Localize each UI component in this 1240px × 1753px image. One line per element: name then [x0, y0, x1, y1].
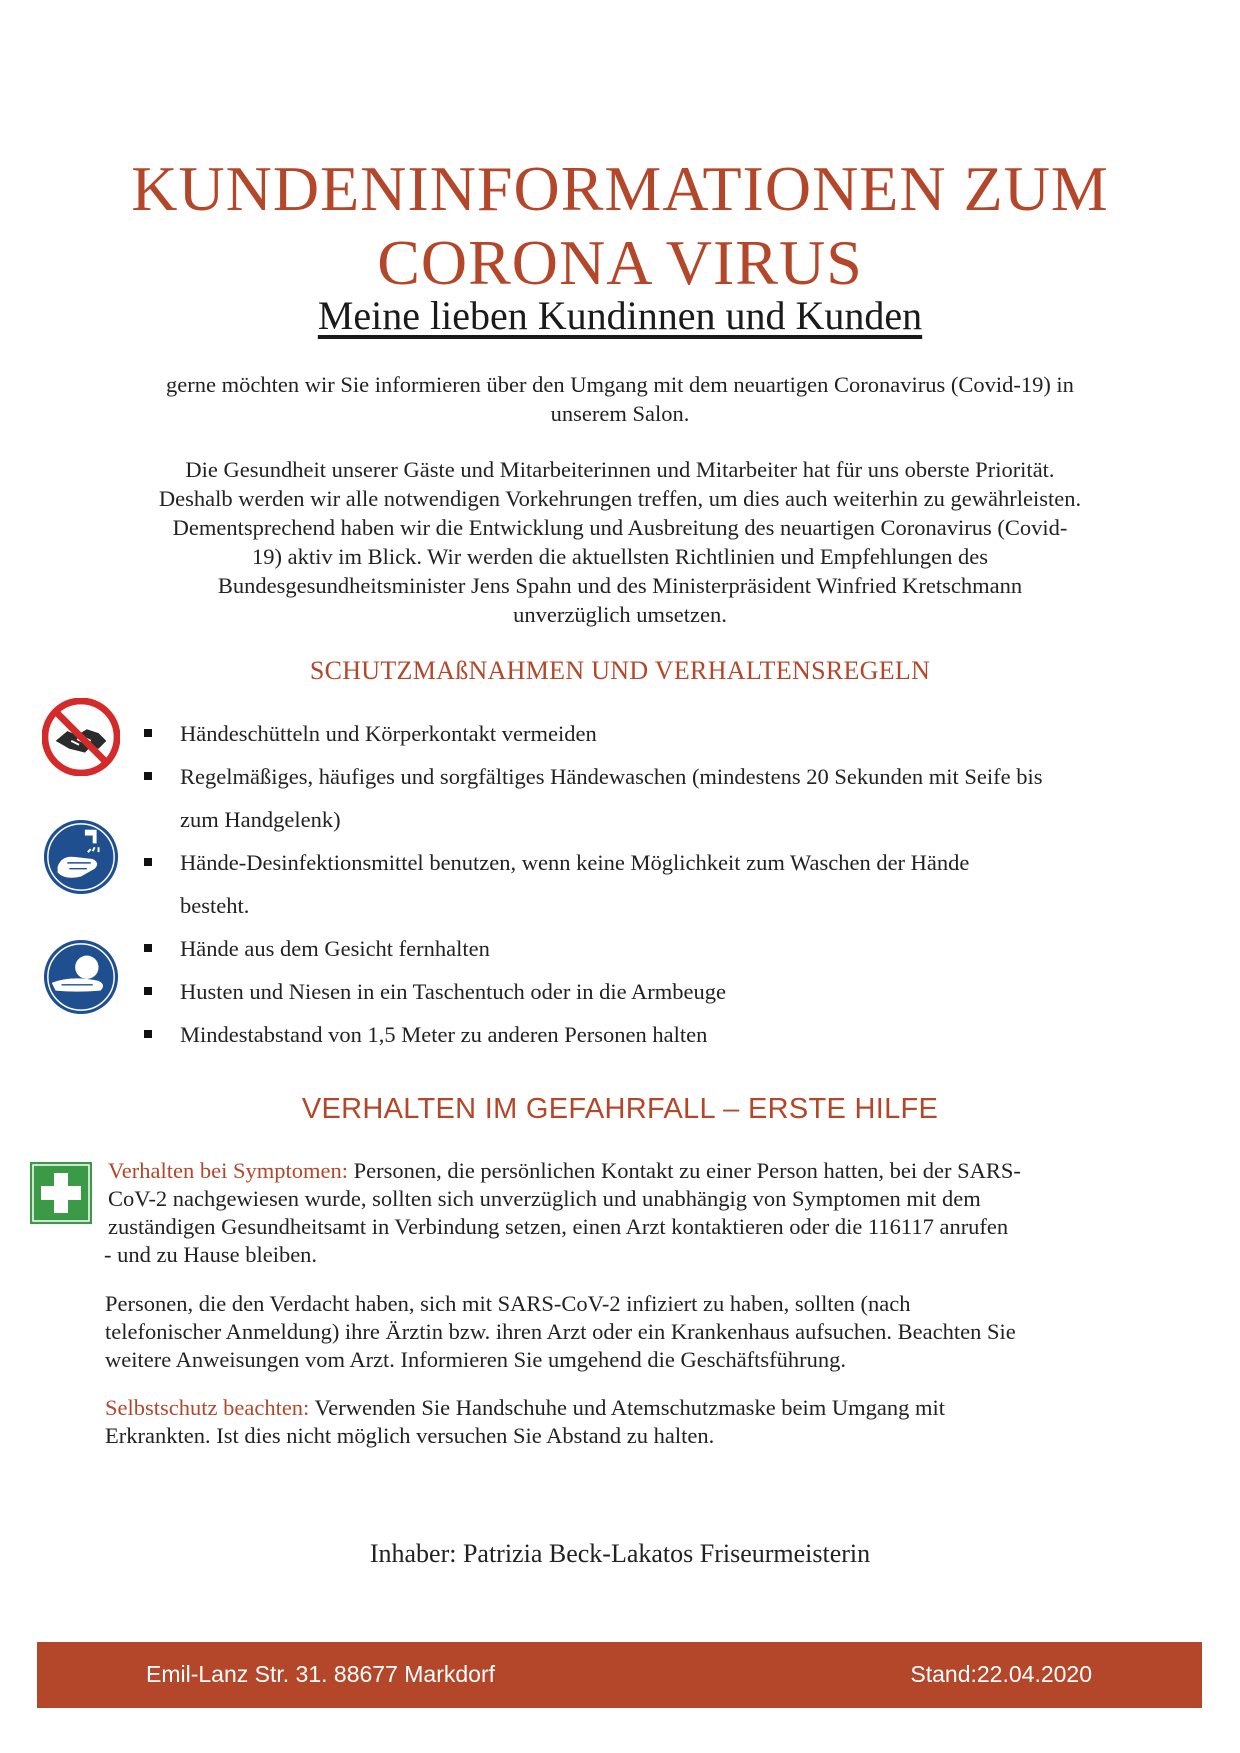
title-line-2: CORONA VIRUS [377, 227, 863, 298]
symptoms-lead: Verhalten bei Symptomen: [108, 1158, 348, 1183]
self-protection-lead: Selbstschutz beachten: [105, 1395, 310, 1420]
list-item-continuation: besteht. [180, 893, 250, 918]
footer-address: Emil-Lanz Str. 31. 88677 Markdorf [146, 1661, 495, 1687]
list-item: Mindestabstand von 1,5 Meter zu anderen Personen halten [140, 1013, 1140, 1056]
protection-rules-list [140, 712, 1140, 1056]
title-line-1: KUNDENINFORMATIONEN ZUM [131, 153, 1109, 224]
suspicion-paragraph: Personen, die den Verdacht haben, sich mit SARS-CoV-2 infiziert zu haben, sollten (nach telefonischer Anmeldung) ihre Ärztin bzw. ihren Arzt oder ein Krankenhaus aufsuchen. Beachten Sie weitere Anweisungen vom Arzt. Informieren Sie umgehend die Geschäftsführung. [105, 1291, 1016, 1372]
symptoms-paragraph: Verhalten bei Symptomen: Personen, die persönlichen Kontakt zu einer Person hatten, bei der SARS- CoV-2 nachgewiesen wurde, sollten sich unverzüglich und unabhängig von Symptomen mit dem zuständigen Gesundheitsamt in Verbindung setzen, einen Arzt kontaktieren oder die 116117 anrufen - und zu Hause bleiben. [104, 1158, 1021, 1267]
footer-date: Stand:22.04.2020 [910, 1661, 1092, 1687]
list-item: Husten und Niesen in ein Taschentuch oder in die Armbeuge [140, 970, 1140, 1013]
protection-heading: SCHUTZMAßNAHMEN UND VERHALTENSREGELN [309, 656, 931, 685]
list-item: Hände aus dem Gesicht fernhalten [140, 927, 1140, 970]
intro-paragraph-2: Die Gesundheit unserer Gäste und Mitarbeiterinnen und Mitarbeiter hat für uns oberste Priorität. Deshalb werden wir alle notwendigen Vorkehrungen treffen, um dies auch weiterhin zu gewährleisten. Dementsprechend haben wir die Entwicklung und Ausbreitung des neuartigen Coronavirus (Covid- 19) aktiv im Blick. Wir werden die aktuellsten Richtlinien und Empfehlungen des Bundesgesundheitsminister Jens Spahn und des Ministerpräsident Winfried Kretschmann unverzüglich umsetzen. [158, 457, 1082, 627]
page-title [0, 152, 1240, 300]
hand-washing-icon [42, 818, 120, 896]
self-protection-paragraph: Selbstschutz beachten: Verwenden Sie Handschuhe und Atemschutzmaske beim Umgang mit Erkrankten. Ist dies nicht möglich versuchen Sie Abstand zu halten. [105, 1395, 946, 1448]
first-aid-icon [30, 1162, 92, 1224]
list-item-continuation: zum Handgelenk) [180, 807, 341, 832]
no-handshake-icon [42, 698, 120, 776]
list-item: Regelmäßiges, häufiges und sorgfältiges Händewaschen (mindestens 20 Sekunden mit Seife bis [140, 755, 1140, 798]
page-subtitle: Meine lieben Kundinnen und Kunden [317, 293, 923, 338]
list-item: Händeschütteln und Körperkontakt vermeiden [140, 712, 1140, 755]
emergency-heading: VERHALTEN IM GEFAHRFALL – ERSTE HILFE [301, 1093, 939, 1125]
list-item: Hände-Desinfektionsmittel benutzen, wenn keine Möglichkeit zum Waschen der Hände [140, 841, 1140, 884]
footer-bar [37, 1642, 1202, 1708]
sneeze-into-elbow-icon [42, 938, 120, 1016]
owner-line: Inhaber: Patrizia Beck-Lakatos Friseurmeisterin [369, 1539, 871, 1568]
intro-paragraph-1: gerne möchten wir Sie informieren über den Umgang mit dem neuartigen Coronavirus (Covid-19) in unserem Salon. [166, 372, 1074, 426]
